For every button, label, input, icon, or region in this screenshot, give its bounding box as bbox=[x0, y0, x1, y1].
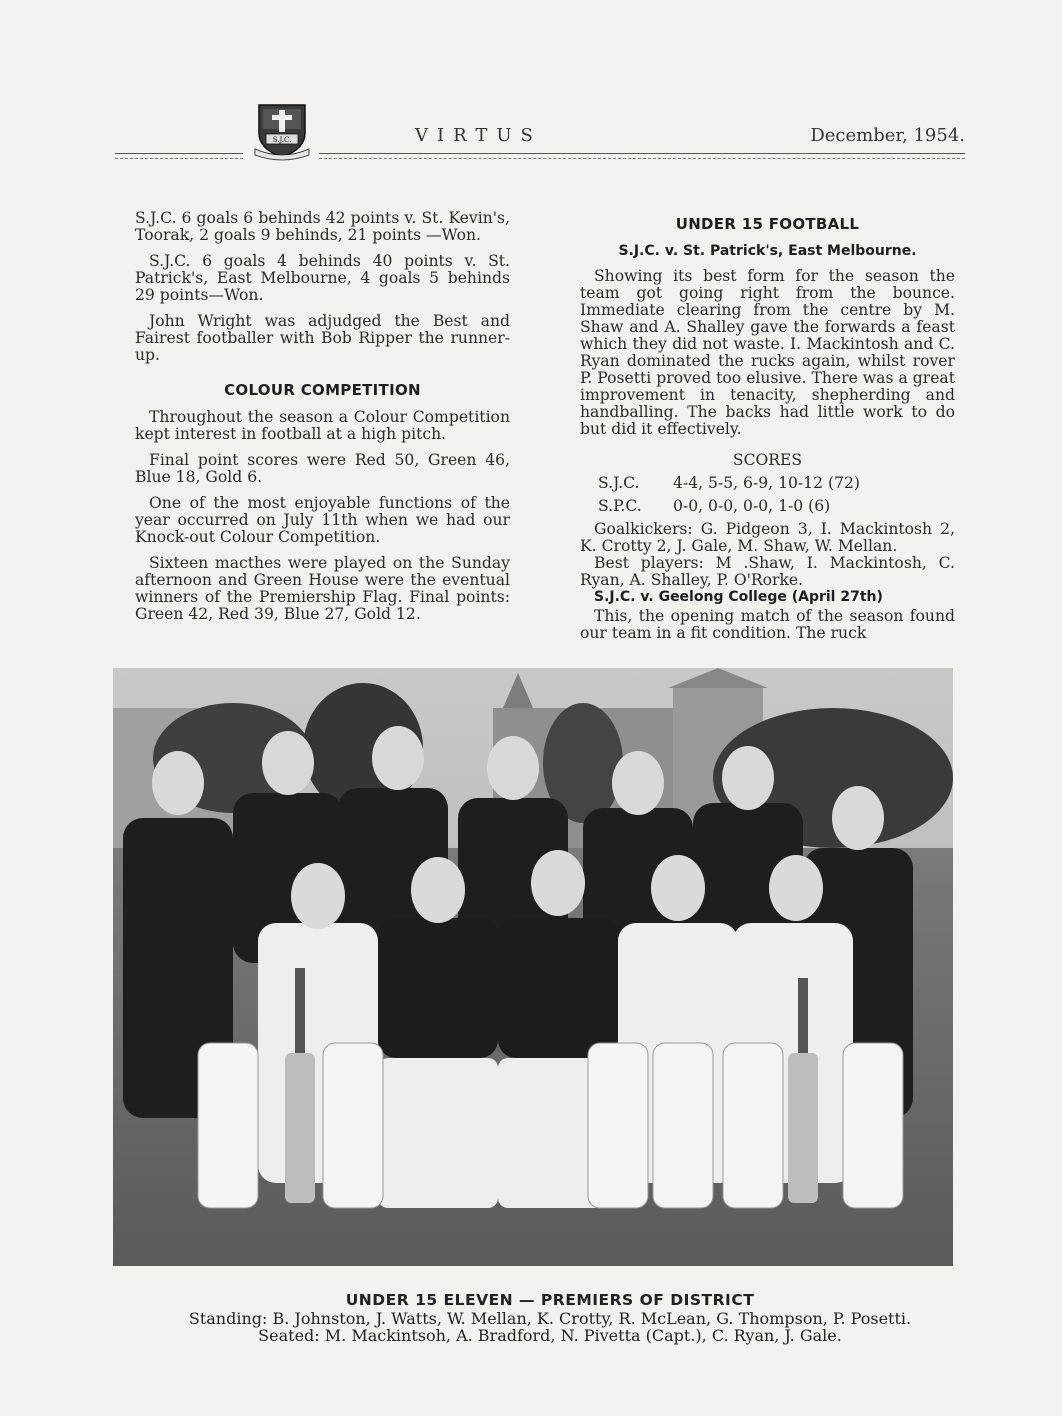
goalkickers-paragraph: Goalkickers: G. Pidgeon 3, I. Mackintosh 2, K. Crotty 2, J. Gale, M. Shaw, W. Mellan. bbox=[580, 520, 955, 555]
team-photo-image bbox=[113, 668, 953, 1266]
issue-date: December, 1954. bbox=[810, 125, 965, 146]
publication-title: VIRTUS bbox=[415, 125, 542, 146]
header-rule-left bbox=[115, 153, 243, 159]
colour-paragraph: Sixteen macthes were played on the Sunday afternoon and Green House were the eventual winners of the Premiership Flag. Final points: Green 42, Red 39, Blue 27, Gold 12. bbox=[135, 554, 510, 623]
best-fairest-paragraph: John Wright was adjudged the Best and Fairest footballer with Bob Ripper the runner-up. bbox=[135, 312, 510, 364]
right-column bbox=[580, 210, 955, 651]
header-rule-right bbox=[319, 153, 965, 159]
score-row bbox=[580, 498, 955, 515]
match-report: Showing its best form for the season the team got going right from the bounce. Immediate clearing from the centre by M. Shaw and A. Shalley gave the forwards a feast which they did not waste. I. Mackintosh and C. Ryan dominated the rucks again, whilst rover P. Posetti proved too elusive. There was a great improvement in tenacity, shepherding and handballing. The backs had little work to do but did it effectively. bbox=[580, 267, 955, 438]
page-header bbox=[115, 95, 965, 165]
best-players-paragraph: Best players: M .Shaw, I. Mackintosh, C. Ryan, A. Shalley, P. O'Rorke. bbox=[580, 554, 955, 589]
result-paragraph: S.J.C. 6 goals 6 behinds 42 points v. St. Kevin's, Toorak, 2 goals 9 behinds, 21 points —Won. bbox=[135, 209, 510, 244]
score-values: 4-4, 5-5, 6-9, 10-12 (72) bbox=[673, 474, 860, 492]
school-crest-icon bbox=[253, 99, 311, 161]
under-15-football-heading: UNDER 15 FOOTBALL bbox=[675, 215, 860, 233]
left-column bbox=[135, 210, 510, 632]
match-heading: S.J.C. v. St. Patrick's, East Melbourne. bbox=[618, 243, 917, 259]
score-team: S.P.C. bbox=[598, 497, 642, 515]
score-values: 0-0, 0-0, 0-0, 1-0 (6) bbox=[673, 497, 831, 515]
photo-caption bbox=[100, 1292, 1000, 1344]
match-report: This, the opening match of the season found our team in a fit condition. The ruck bbox=[580, 607, 955, 642]
colour-paragraph: One of the most enjoyable functions of the year occurred on July 11th when we had our Knock-out Colour Competition. bbox=[135, 494, 510, 546]
svg-text:S.J.C.: S.J.C. bbox=[272, 136, 292, 144]
team-photograph bbox=[113, 668, 953, 1266]
caption-standing: Standing: B. Johnston, J. Watts, W. Mellan, K. Crotty, R. McLean, G. Thompson, P. Posetti. bbox=[188, 1309, 912, 1328]
scores-heading: SCORES bbox=[732, 451, 803, 469]
score-row bbox=[580, 475, 955, 492]
colour-paragraph: Final point scores were Red 50, Green 46, Blue 18, Gold 6. bbox=[135, 451, 510, 486]
caption-seated: Seated: M. Mackintsoh, A. Bradford, N. Pivetta (Capt.), C. Ryan, J. Gale. bbox=[258, 1326, 842, 1345]
colour-paragraph: Throughout the season a Colour Competition kept interest in football at a high pitch. bbox=[135, 408, 510, 443]
match-heading: S.J.C. v. Geelong College (April 27th) bbox=[594, 589, 883, 605]
result-paragraph: S.J.C. 6 goals 4 behinds 40 points v. St. Patrick's, East Melbourne, 4 goals 5 behinds 29 points—Won. bbox=[135, 252, 510, 304]
colour-competition-heading: COLOUR COMPETITION bbox=[224, 381, 421, 399]
score-team: S.J.C. bbox=[598, 474, 640, 492]
caption-title: UNDER 15 ELEVEN — PREMIERS OF DISTRICT bbox=[345, 1291, 755, 1309]
